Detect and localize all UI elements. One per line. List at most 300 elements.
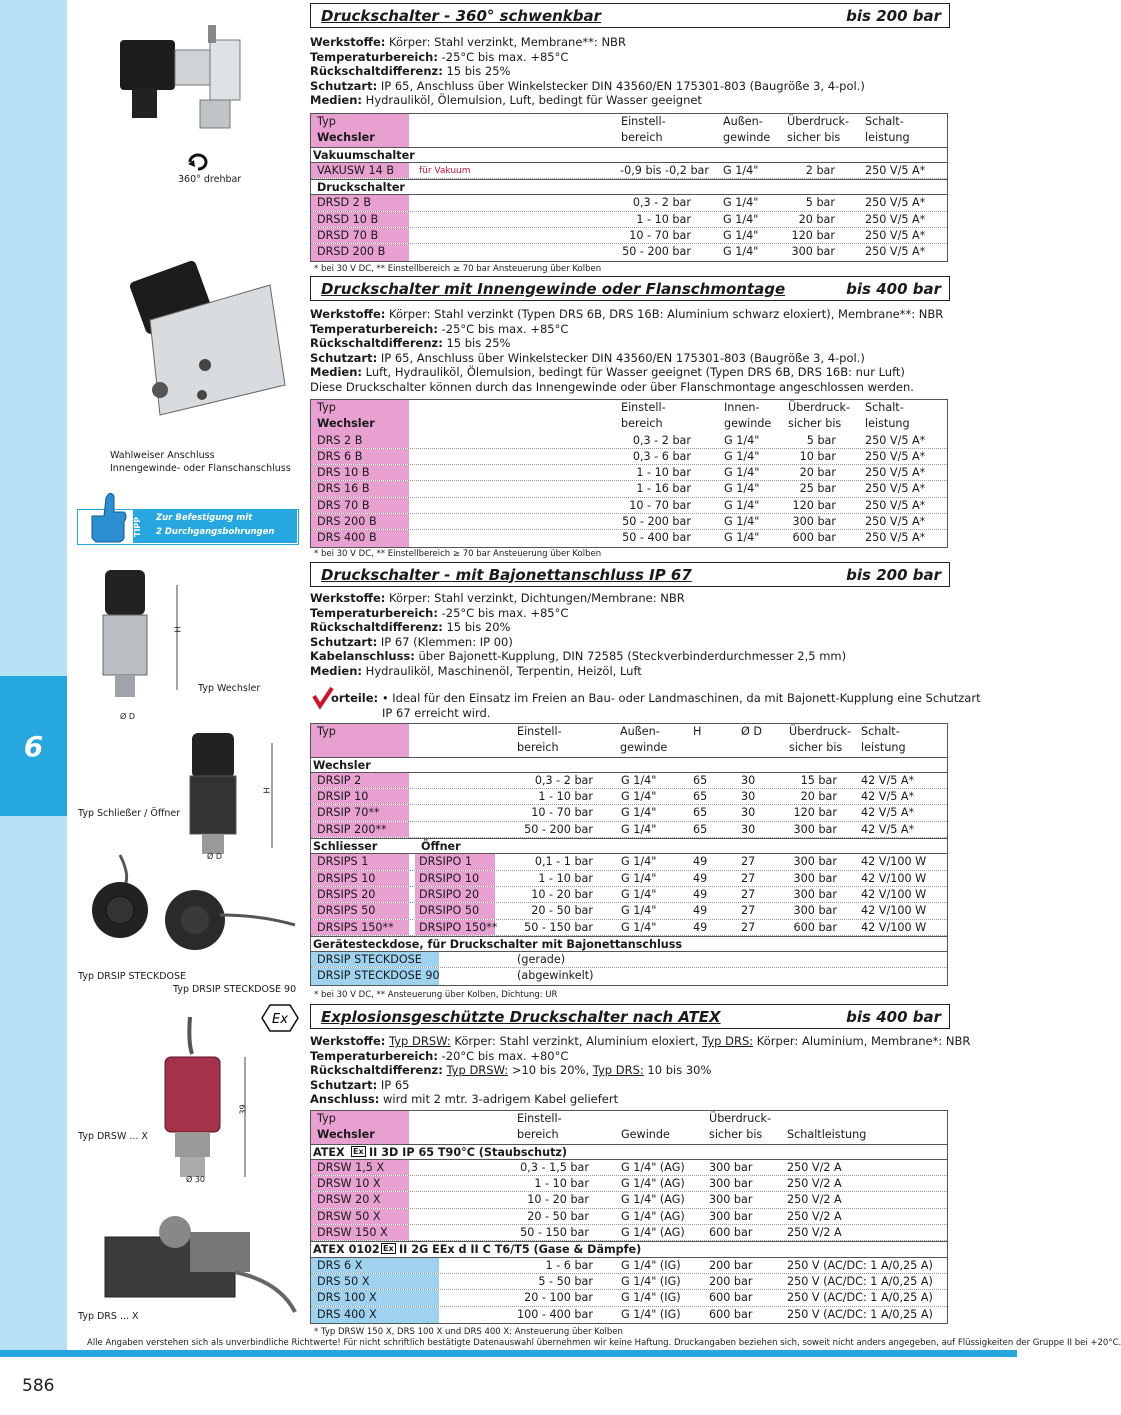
cell: G 1/4" [724,498,760,512]
header-cell: bereich [621,417,663,431]
spec-line: Medien: Luft, Hydrauliköl, Ölemulsion, bedingt für Wasser geeignet (Typen DRS 6B, DRS 16B: nur Luft) [310,365,905,380]
cell: 250 V/2 A [787,1226,842,1240]
spec-line: Rückschaltdifferenz: 15 bis 25% [310,336,511,351]
cell: 600 bar [709,1291,753,1305]
cell: 0,3 - 2 bar [632,196,691,210]
cell: 300 bar [792,515,836,529]
table-subheader [311,1144,947,1160]
cell: 50 - 200 bar [622,515,691,529]
cell: G 1/4" (IG) [621,1258,681,1272]
cell: 100 - 400 bar [517,1307,593,1321]
cell: G 1/4" [723,163,759,177]
cell: 1 - 10 bar [636,212,691,226]
cell: DRSD 70 B [317,229,379,243]
cell: 0,3 - 2 bar [632,433,691,447]
cell: 42 V/100 W [861,887,927,901]
cell: DRSIPS 20 [317,887,376,901]
cell: 5 - 50 bar [538,1274,593,1288]
cell: DRSW 20 X [317,1193,381,1207]
cell: G 1/4" [621,871,657,885]
side-strip [0,0,67,1350]
table-subheader [311,757,947,773]
cell: 200 bar [709,1274,753,1288]
cell: 50 - 150 bar [520,1226,589,1240]
header-cell: sicher bis [788,417,842,431]
cell: 49 [693,855,708,869]
subheader-label: II 2G EEx d II C T6/T5 (Gase & Dämpfe) [399,1243,642,1257]
cell: (abgewinkelt) [517,969,594,983]
cell: DRSIPO 50 [419,904,480,918]
table-row [311,903,947,919]
cell: 30 [741,773,756,787]
cell: DRS 6 X [317,1258,363,1272]
header-cell: Ø D [741,725,762,738]
cell: 250 V (AC/DC: 1 A/0,25 A) [787,1258,933,1272]
cell: G 1/4" [724,515,760,529]
section-title: Druckschalter mit Innengewinde oder Flanschmontage [321,279,786,298]
cell: G 1/4" [723,229,759,243]
cell: 120 bar [792,498,836,512]
header-cell: sicher bis [789,741,843,755]
cell: G 1/4" (IG) [621,1291,681,1305]
cell: G 1/4" [724,531,760,545]
header-cell: Typ [317,115,336,128]
section-title: Druckschalter - 360° schwenkbar [321,6,602,25]
rotate-icon [186,152,210,172]
table-row [311,1160,947,1176]
cell: 600 bar [792,531,836,545]
image-caption: Wahlweiser Anschluss [110,450,215,461]
cell: G 1/4" (AG) [621,1160,685,1174]
subheader-label: II 3D IP 65 T90°C (Staubschutz) [369,1145,568,1159]
cell: 10 bar [799,449,836,463]
cell: 250 V/2 A [787,1193,842,1207]
header-cell: Überdruck- [709,1112,772,1125]
table-row [311,1209,947,1225]
cell: 250 V (AC/DC: 1 A/0,25 A) [787,1274,933,1288]
header-cell: leistung [865,131,910,145]
cell: 250 V/2 A [787,1160,842,1174]
cell: DRSIPS 10 [317,871,376,885]
dim-label: 39 [238,1104,248,1115]
cell: G 1/4" [621,855,657,869]
header-cell: Überdruck- [787,115,850,128]
cell: DRS 50 X [317,1274,370,1288]
cell: 300 bar [791,245,835,259]
section-header [310,1004,950,1029]
cell: DRSIP STECKDOSE [317,953,422,967]
spec-line: Schutzart: IP 65, Anschluss über Winkelstecker DIN 43560/EN 175301-803 (Baugröße 3, 4-pol.) [310,350,865,365]
cell: 30 [741,806,756,820]
cell: 250 V/5 A* [865,163,926,177]
product-image [95,565,205,715]
cell: G 1/4" (AG) [621,1209,685,1223]
tip-text: 2 Durchgangsbohrungen [156,527,275,537]
cell: 250 V/2 A [787,1209,842,1223]
cell: DRS 400 X [317,1307,377,1321]
image-caption: Typ DRSW ... X [78,1131,148,1142]
header-cell: sicher bis [787,131,841,145]
cell: G 1/4" (AG) [621,1193,685,1207]
cell: G 1/4" [724,466,760,480]
table-row [311,244,947,260]
cell: DRSW 150 X [317,1226,388,1240]
cell: DRS 400 B [317,531,377,545]
table-row [311,789,947,805]
cell: 1 - 16 bar [636,482,691,496]
cell: G 1/4" [724,449,760,463]
cell: G 1/4" [723,245,759,259]
dim-label: Ø 30 [186,1175,206,1184]
spec-line: Schutzart: IP 65, Anschluss über Winkelstecker DIN 43560/EN 175301-803 (Baugröße 3, 4-pol.) [310,78,865,93]
cell: 30 [741,822,756,836]
header-cell: Außen- [620,725,660,738]
cell: DRSIPO 10 [419,871,480,885]
cell: 20 bar [800,790,837,804]
table-header-row [311,114,947,130]
spec-line: Temperaturbereich: -25°C bis max. +85°C [310,49,569,64]
header-cell: Überdruck- [788,401,851,414]
cell: G 1/4" [621,920,657,934]
cell: DRSW 50 X [317,1209,381,1223]
cell: 1 - 10 bar [538,871,593,885]
cell: 250 V/5 A* [865,433,926,447]
header-cell: bereich [621,131,663,145]
cell: 120 bar [791,229,835,243]
header-cell: Schalt- [865,401,904,414]
cell: 42 V/5 A* [861,790,915,804]
ex-icon: Ex [353,1146,364,1156]
table-row [311,1192,947,1208]
subheader-label: Wechsler [313,758,371,772]
cell: 27 [741,871,756,885]
cell: DRSIP 10 [317,790,369,804]
product-image [150,1012,260,1190]
cell: 300 bar [793,904,837,918]
cell: 250 V/5 A* [865,212,926,226]
header-cell: Typ [317,1112,336,1125]
cell: 250 V (AC/DC: 1 A/0,25 A) [787,1291,933,1305]
spec-line: Medien: Hydrauliköl, Ölemulsion, Luft, bedingt für Wasser geeignet [310,93,702,108]
cell: 27 [741,887,756,901]
cell: DRSIP STECKDOSE 90 [317,969,440,983]
cell: 10 - 20 bar [527,1193,589,1207]
header-cell: Einstell- [621,401,666,414]
table-row [311,805,947,821]
table-header-row [311,1127,947,1143]
cell: 0,3 - 1,5 bar [520,1160,589,1174]
cell: DRSW 1,5 X [317,1160,385,1174]
cell: 600 bar [709,1226,753,1240]
cell: 300 bar [793,822,837,836]
header-cell: Einstell- [517,1112,562,1125]
table-header-row [311,130,947,146]
section-header [310,3,950,28]
table-row [311,854,947,870]
table-header-row [311,400,947,416]
cell: 30 [741,790,756,804]
table-row [311,1290,947,1306]
table-row [311,1307,947,1323]
table-note: * bei 30 V DC, ** Einstellbereich ≥ 70 bar Ansteuerung über Kolben [314,549,602,559]
image-caption: Innengewinde- oder Flanschanschluss [110,463,291,474]
table-row [311,822,947,838]
table-row [311,465,947,481]
cell: 120 bar [793,806,837,820]
cell: 600 bar [793,920,837,934]
cell: DRSIP 200** [317,822,387,836]
cell: DRSIPO 20 [419,887,480,901]
header-cell: Außen- [723,115,763,128]
table-row [311,530,947,546]
header-cell: gewinde [620,741,668,755]
cell: VAKUSW 14 B [317,163,395,177]
dim-label: H [262,787,272,794]
cell: 0,3 - 6 bar [632,449,691,463]
cell: 250 V (AC/DC: 1 A/0,25 A) [787,1307,933,1321]
cell: DRSD 200 B [317,245,386,259]
subheader-label: ATEX [313,1145,345,1159]
cell: DRS 16 B [317,482,370,496]
header-cell: Schalt- [865,115,904,128]
header-cell: Innen- [724,401,760,414]
table-row [311,514,947,530]
cell: 300 bar [793,855,837,869]
cell: 49 [693,904,708,918]
cell: 49 [693,871,708,885]
cell: 1 - 10 bar [534,1177,589,1191]
image-caption: Typ Schließer / Öffner [78,808,181,819]
image-caption: Typ DRSIP STECKDOSE [78,971,187,982]
header-cell: leistung [865,417,910,431]
spec-line: Werkstoffe: Körper: Stahl verzinkt (Typen DRS 6B, DRS 16B: Aluminium schwarz eloxiert), Membrane**: NBR [310,307,944,321]
header-cell: Wechsler [317,1128,375,1142]
cell: DRS 10 B [317,466,370,480]
spec-line: Rückschaltdifferenz: 15 bis 25% [310,64,511,79]
table-row [311,968,947,984]
spec-line: Kabelanschluss: über Bajonett-Kupplung, DIN 72585 (Steckverbinderdurchmesser 2,5 mm) [310,649,847,664]
cell: DRSIP 2 [317,773,362,787]
table-header-row [311,740,947,756]
table-row [311,195,947,211]
cell: G 1/4" (IG) [621,1274,681,1288]
table-row [311,1176,947,1192]
table-header-row [311,1111,947,1127]
subheader-label: ATEX 0102 [313,1243,380,1257]
cell: 250 V/5 A* [865,466,926,480]
cell: 1 - 10 bar [636,466,691,480]
cell: 250 V/5 A* [865,531,926,545]
cell: 0,3 - 2 bar [534,773,593,787]
cell: 20 - 50 bar [531,904,593,918]
header-cell: leistung [861,741,906,755]
table-note: * Typ DRSW 150 X, DRS 100 X und DRS 400 X: Ansteuerung über Kolben [314,1327,623,1337]
header-cell: Einstell- [621,115,666,128]
cell: G 1/4" [621,773,657,787]
product-image [90,1212,300,1327]
cell: DRS 2 B [317,433,363,447]
cell: DRSIPS 1 [317,855,369,869]
svg-text:Ex: Ex [272,1012,288,1027]
cell: G 1/4" [723,196,759,210]
spec-block [310,307,943,395]
header-cell: Typ [317,725,336,738]
cell: DRSIPO 1 [419,855,473,869]
table-subheader [311,147,947,163]
cell: 20 - 100 bar [524,1291,593,1305]
cell: DRSIPO 150** [419,920,498,934]
image-caption: Typ Wechsler [198,683,261,694]
advantages: orteile: • Ideal für den Einsatz im Freien an Bau- oder Landmaschinen, da mit Bajonett-Kupplung eine Schutzart [331,691,981,705]
cell: 250 V/5 A* [865,482,926,496]
header-cell: H [693,725,702,738]
cell: 25 bar [799,482,836,496]
image-caption: Typ DRSIP STECKDOSE 90 [173,984,297,995]
table-row [311,449,947,465]
header-cell: gewinde [723,131,771,145]
cell: 42 V/5 A* [861,822,915,836]
table-note: * bei 30 V DC, ** Ansteuerung über Kolben, Dichtung: UR [314,990,558,1000]
cell: G 1/4" (AG) [621,1226,685,1240]
cell: G 1/4" [723,212,759,226]
cell: 50 - 200 bar [622,245,691,259]
table-row [311,481,947,497]
cell: 5 bar [805,196,835,210]
table-row [311,163,947,179]
advantages-line2: IP 67 erreicht wird. [382,706,491,720]
cell: 20 bar [799,466,836,480]
cell: DRSW 10 X [317,1177,381,1191]
cell: 20 - 50 bar [527,1209,589,1223]
cell: DRSD 2 B [317,196,372,210]
cell: DRSD 10 B [317,212,379,226]
product-table [310,113,948,262]
header-cell: Typ [317,401,336,414]
table-row [311,212,947,228]
cell: G 1/4" (AG) [621,1177,685,1191]
cell: 50 - 150 bar [524,920,593,934]
thumbs-up-icon [84,486,129,546]
subheader-label: Gerätesteckdose, für Druckschalter mit Bajonettanschluss [313,937,683,951]
table-row [311,433,947,449]
header-cell: bereich [517,1128,559,1142]
cell: 250 V/5 A* [865,515,926,529]
cell: 49 [693,887,708,901]
header-cell: bereich [517,741,559,755]
cell: DRS 100 X [317,1291,377,1305]
cell: DRSIPS 50 [317,904,376,918]
cell: G 1/4" [621,790,657,804]
section-title: Explosionsgeschützte Druckschalter nach ATEX [321,1007,721,1026]
header-cell: Schalt- [861,725,900,738]
cell: G 1/4" [621,822,657,836]
table-row [311,1258,947,1274]
header-cell: sicher bis [709,1128,763,1142]
dim-label: Ø D [120,712,135,721]
cell: 65 [693,822,708,836]
header-cell: Gewinde [621,1128,670,1142]
cell: 250 V/5 A* [865,229,926,243]
cell: 250 V/5 A* [865,196,926,210]
spec-block [310,35,865,108]
table-row [311,952,947,968]
cell: 42 V/100 W [861,871,927,885]
section-header [310,562,950,587]
table-subheader [311,838,947,854]
cell: 10 - 70 bar [629,229,691,243]
cell: 27 [741,920,756,934]
cell: DRS 6 B [317,449,363,463]
header-cell: Schaltleistung [787,1128,867,1142]
cell: 250 V/5 A* [865,449,926,463]
dim-label: H [173,626,183,633]
cell: G 1/4" [621,887,657,901]
table-row [311,920,947,936]
cell: 300 bar [709,1177,753,1191]
cell: 20 bar [798,212,835,226]
spec-line: Werkstoffe: Körper: Stahl verzinkt, Dichtungen/Membrane: NBR [310,591,685,605]
header-cell: Wechsler [317,417,375,431]
cell: 65 [693,773,708,787]
cell: 27 [741,855,756,869]
cell: G 1/4" [621,904,657,918]
cell: DRSIP 70** [317,806,380,820]
table-row [311,871,947,887]
section-title: Druckschalter - mit Bajonettanschluss IP 67 [321,565,692,584]
subheader-label: Vakuumschalter [313,148,415,162]
chapter-tab: 6 [0,676,67,816]
ex-icon: Ex [383,1244,394,1254]
spec-line: Medien: Hydrauliköl, Maschinenöl, Terpentin, Heizöl, Luft [310,663,642,678]
table-row [311,773,947,789]
spec-line: Schutzart: IP 67 (Klemmen: IP 00) [310,634,513,649]
cell: 1 - 10 bar [538,790,593,804]
tip-text: Zur Befestigung mit [156,513,253,523]
cell: 65 [693,790,708,804]
cell: DRSIPS 150** [317,920,394,934]
subheader-label: Druckschalter [317,181,405,195]
cell: G 1/4" (IG) [621,1307,681,1321]
cell: (gerade) [517,953,566,967]
dim-label: Ø D [207,852,222,861]
cell: 49 [693,920,708,934]
cell: G 1/4" [621,806,657,820]
bottom-bar [0,1350,1017,1357]
cell: 300 bar [709,1209,753,1223]
product-table [310,399,948,548]
cell: DRS 70 B [317,498,370,512]
cell: 42 V/5 A* [861,773,915,787]
table-note: * bei 30 V DC, ** Einstellbereich ≥ 70 bar Ansteuerung über Kolben [314,264,602,274]
tip-label: TIPP [133,510,151,543]
table-header-row [311,724,947,740]
spec-line: Temperaturbereich: -25°C bis max. +85°C [310,321,569,336]
cell: DRS 200 B [317,515,377,529]
cell: 250 V/5 A* [865,245,926,259]
cell: 5 bar [806,433,836,447]
cell: 65 [693,806,708,820]
product-table [310,723,948,986]
section-range: bis 400 bar [846,279,941,298]
product-table [310,1110,948,1324]
section-header [310,276,950,301]
page-number: 586 [22,1376,55,1396]
table-header-row [311,416,947,432]
spec-line: Rückschaltdifferenz: 15 bis 20% [310,620,511,635]
cell: -0,9 bis -0,2 bar [620,163,709,177]
footer-disclaimer: Alle Angaben verstehen sich als unverbindliche Richtwerte! Für nicht schriftlich bestätigte Datenauswahl übernehmen wir keine Haftung. Druckangaben beziehen sich, soweit nicht anders angegeben, auf Flüssigkeiten der Gruppe II bei +20°C. [87,1338,1121,1348]
table-row [311,1225,947,1241]
